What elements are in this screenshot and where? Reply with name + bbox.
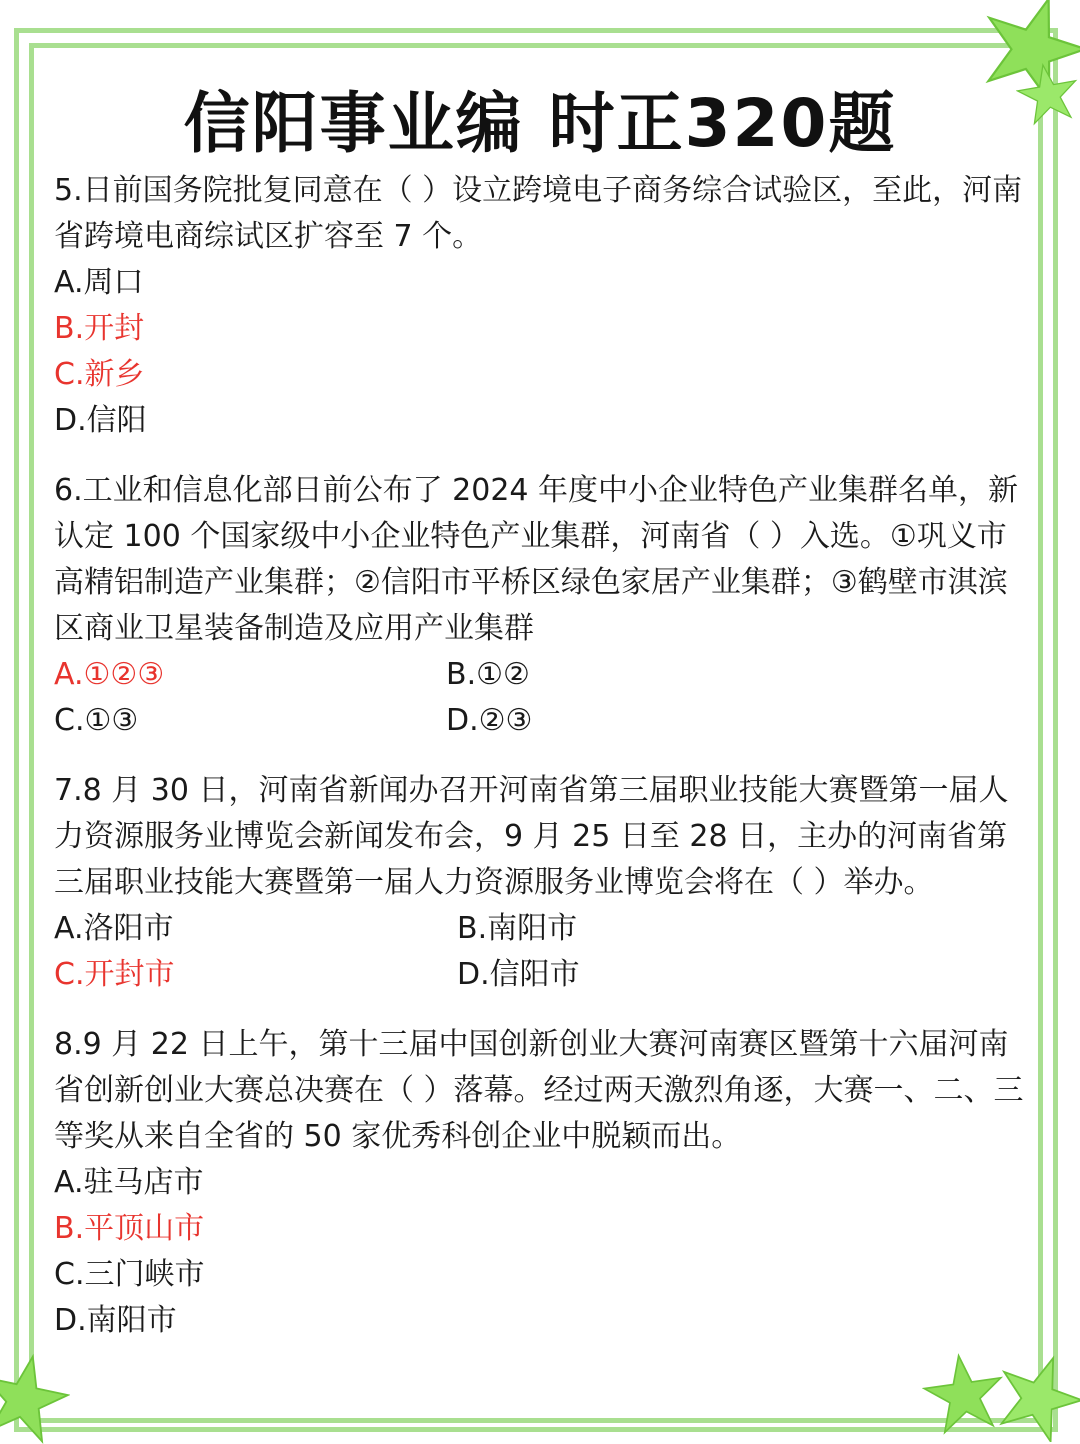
star-icon bbox=[994, 1352, 1080, 1442]
option-c: C.①③ bbox=[54, 703, 139, 738]
option-a: A.洛阳市 bbox=[54, 911, 174, 946]
option-d: D.信阳 bbox=[54, 403, 147, 438]
option-d: D.南阳市 bbox=[54, 1303, 177, 1338]
option-d: D.信阳市 bbox=[457, 957, 580, 992]
star-icon bbox=[0, 1352, 70, 1444]
option-a: A.驻马店市 bbox=[54, 1165, 204, 1200]
option-d: D.②③ bbox=[446, 703, 533, 738]
option-c-correct: C.开封市 bbox=[54, 957, 175, 992]
question-text: 8.9 月 22 日上午，第十三届中国创新创业大赛河南赛区暨第十六届河南省创新创业大赛总决赛在（ ）落幕。经过两天激烈角逐，大赛一、二、三等奖从来自全省的 50 家优秀科创企业中脱颖而出。 bbox=[54, 1027, 1024, 1154]
option-b-correct: B.开封 bbox=[54, 311, 145, 346]
option-a-correct: A.①②③ bbox=[54, 657, 165, 692]
question-5 bbox=[54, 168, 1034, 444]
option-a: A.周口 bbox=[54, 265, 144, 300]
question-6 bbox=[54, 468, 1034, 744]
question-7 bbox=[54, 768, 1034, 998]
option-b: B.①② bbox=[446, 657, 530, 692]
question-text: 6.工业和信息化部日前公布了 2024 年度中小企业特色产业集群名单，新认定 100 个国家级中小企业特色产业集群，河南省（ ）入选。①巩义市高精铝制造产业集群；②信阳市平桥区绿色家居产业集群；③鹤壁市淇滨区商业卫星装备制造及应用产业集群 bbox=[54, 473, 1019, 646]
option-b-correct: B.平顶山市 bbox=[54, 1211, 205, 1246]
question-text: 5.日前国务院批复同意在（ ）设立跨境电子商务综合试验区，至此，河南省跨境电商综试区扩容至 7 个。 bbox=[54, 173, 1023, 254]
question-text: 7.8 月 30 日，河南省新闻办召开河南省第三届职业技能大赛暨第一届人力资源服务业博览会新闻发布会，9 月 25 日至 28 日，主办的河南省第三届职业技能大赛暨第一届人力资源服务业博览会将在（ ）举办。 bbox=[54, 773, 1009, 900]
page-title: 信阳事业编 时正320题 bbox=[183, 85, 897, 162]
question-list bbox=[54, 168, 1034, 1344]
option-c: C.三门峡市 bbox=[54, 1257, 205, 1292]
option-b: B.南阳市 bbox=[457, 911, 578, 946]
question-8 bbox=[54, 1022, 1034, 1344]
option-c-correct: C.新乡 bbox=[54, 357, 145, 392]
